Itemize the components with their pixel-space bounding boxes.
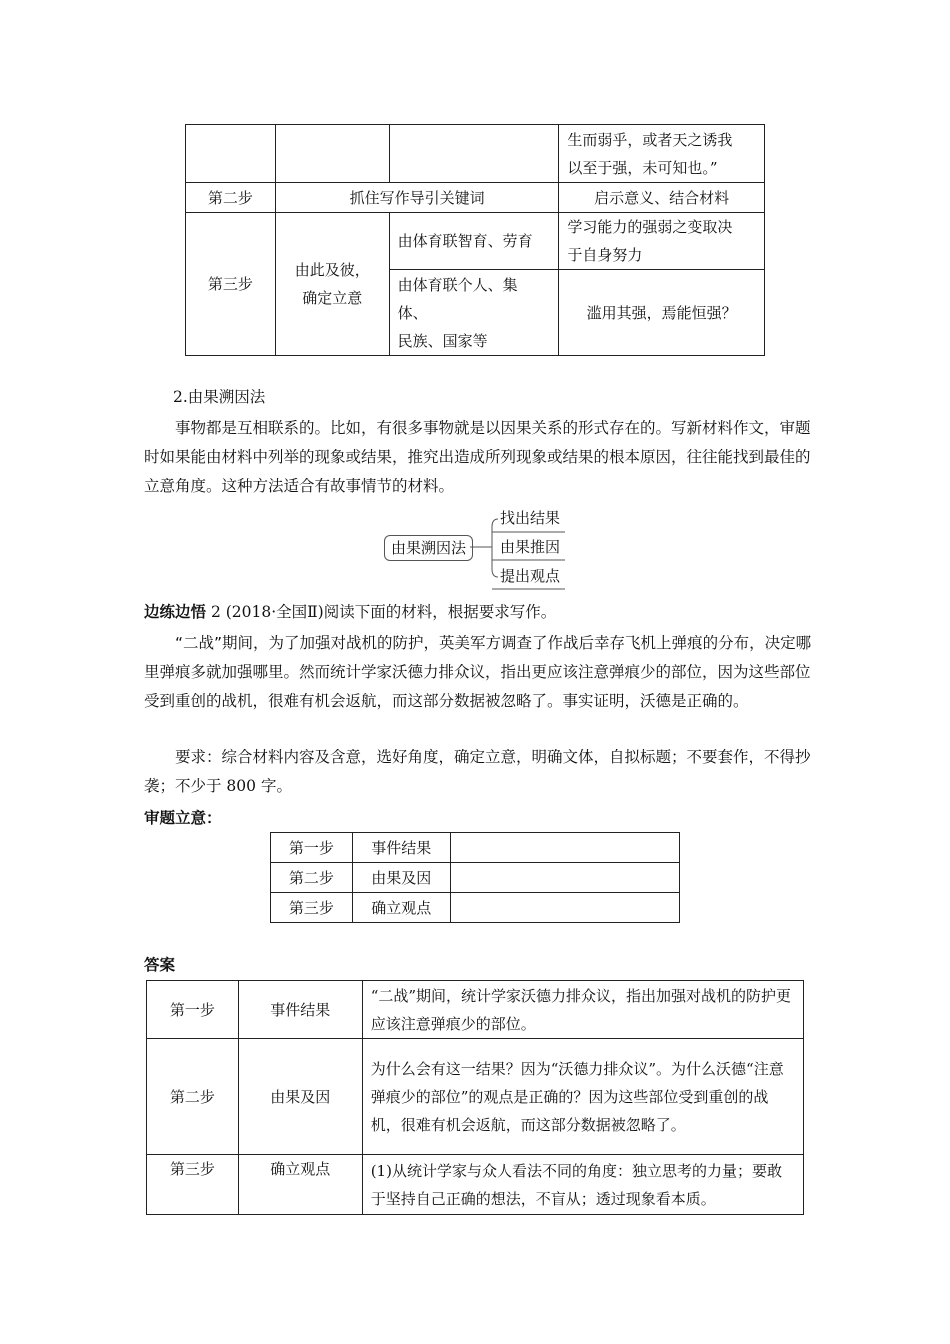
diagram-branch: 由果推因 [500, 538, 561, 556]
table-cell [186, 125, 276, 183]
name-cell: 确立观点 [352, 893, 450, 923]
name-cell: 事件结果 [238, 981, 362, 1039]
step-cell: 第二步 [147, 1039, 239, 1155]
result-cell: 启示意义、结合材料 [559, 183, 765, 213]
step-cell: 第二步 [271, 863, 353, 893]
table-cell [389, 125, 559, 183]
cell-line: 由此及彼， [294, 261, 370, 279]
cell-line: 于自身努力 [567, 246, 643, 264]
name-cell: 由果及因 [238, 1039, 362, 1155]
result-cell [559, 213, 765, 270]
cell-line: 民族、国家等 [397, 331, 488, 350]
step-cell: 第三步 [186, 213, 276, 356]
review-label: 审题立意： [144, 808, 222, 827]
step-cell: 第一步 [271, 833, 353, 863]
step-cell: 第一步 [147, 981, 239, 1039]
table-row [147, 981, 804, 1039]
cell-line: 以至于强，未可知也。” [567, 158, 718, 177]
table-row [147, 1039, 804, 1155]
cell-line: 由体育联个人、集 [397, 275, 518, 294]
table-cell [559, 125, 765, 183]
step-cell: 第三步 [147, 1155, 239, 1215]
cell-line: 学习能力的强弱之变取决 [567, 218, 733, 236]
answer-label: 答案 [144, 955, 176, 974]
method-table-1 [185, 124, 765, 356]
name-cell: 事件结果 [352, 833, 450, 863]
table-row [186, 183, 765, 213]
blank-cell [450, 833, 679, 863]
table-row [147, 1155, 804, 1215]
name-cell: 确立观点 [238, 1155, 362, 1215]
exercise-material: “二战”期间，为了加强对战机的防护，英美军方调查了作战后幸存飞机上弹痕的分布，决定哪里弹痕多就加强哪里。然而统计学家沃德力排众议，指出更应该注意弹痕少的部位，因为这些部位受到重创的战机，很难有机会返航，而这部分数据被忽略了。事实证明，沃德是正确的。 [144, 634, 812, 710]
sub-method-cell [389, 270, 559, 356]
answer-cell: 为什么会有这一结果？因为“沃德力排众议”。为什么沃德“注意弹痕少的部位”的观点是正确的？因为这些部位受到重创的战机，很难有机会返航，而这部分数据被忽略了。 [362, 1039, 803, 1155]
table-cell [275, 125, 389, 183]
cell-line: 体、 [397, 303, 428, 322]
diagram-branch: 找出结果 [500, 509, 561, 527]
answer-cell: “二战”期间，统计学家沃德力排众议，指出加强对战机的防护更应该注意弹痕少的部位。 [362, 981, 803, 1039]
section-paragraph: 事物都是互相联系的。比如，有很多事物就是以因果关系的形式存在的。写新材料作文，审题时如果能由材料中列举的现象或结果，推究出造成所列现象或结果的根本原因，往往能找到最佳的立意角度。这种方法适合有故事情节的材料。 [144, 419, 811, 495]
review-table [270, 832, 680, 923]
section-heading: 2.由果溯因法 [173, 388, 266, 406]
diagram-root: 由果溯因法 [384, 535, 473, 561]
result-cell: 滥用其强，焉能恒强？ [559, 270, 765, 356]
step-cell: 第二步 [186, 183, 276, 213]
answer-table [146, 980, 804, 1215]
exercise-prompt: 2 (2018·全国Ⅱ)阅读下面的材料，根据要求写作。 [206, 603, 557, 621]
sub-method-cell: 由体育联智育、劳育 [389, 213, 559, 270]
name-cell: 由果及因 [352, 863, 450, 893]
diagram-branch: 提出观点 [500, 567, 561, 585]
cell-line: 生而弱乎，或者天之诱我 [567, 130, 733, 149]
table-row [271, 833, 680, 863]
blank-cell [450, 863, 679, 893]
exercise-title [144, 597, 556, 627]
exercise-label: 边练边悟 [144, 602, 207, 621]
table-row [186, 213, 765, 270]
method-cell [275, 213, 389, 356]
exercise-requirement: 要求：综合材料内容及含意，选好角度，确定立意，明确文体，自拟标题；不要套作，不得抄袭；不少于 800 字。 [144, 748, 811, 795]
table-row [271, 863, 680, 893]
table-row [186, 125, 765, 183]
step-cell: 第三步 [271, 893, 353, 923]
cell-line: 确定立意 [302, 289, 363, 307]
blank-cell [450, 893, 679, 923]
answer-cell: (1)从统计学家与众人看法不同的角度：独立思考的力量；要敢于坚持自己正确的想法，不盲从；透过现象看本质。 [362, 1155, 803, 1215]
method-cell: 抓住写作导引关键词 [275, 183, 559, 213]
table-row [271, 893, 680, 923]
